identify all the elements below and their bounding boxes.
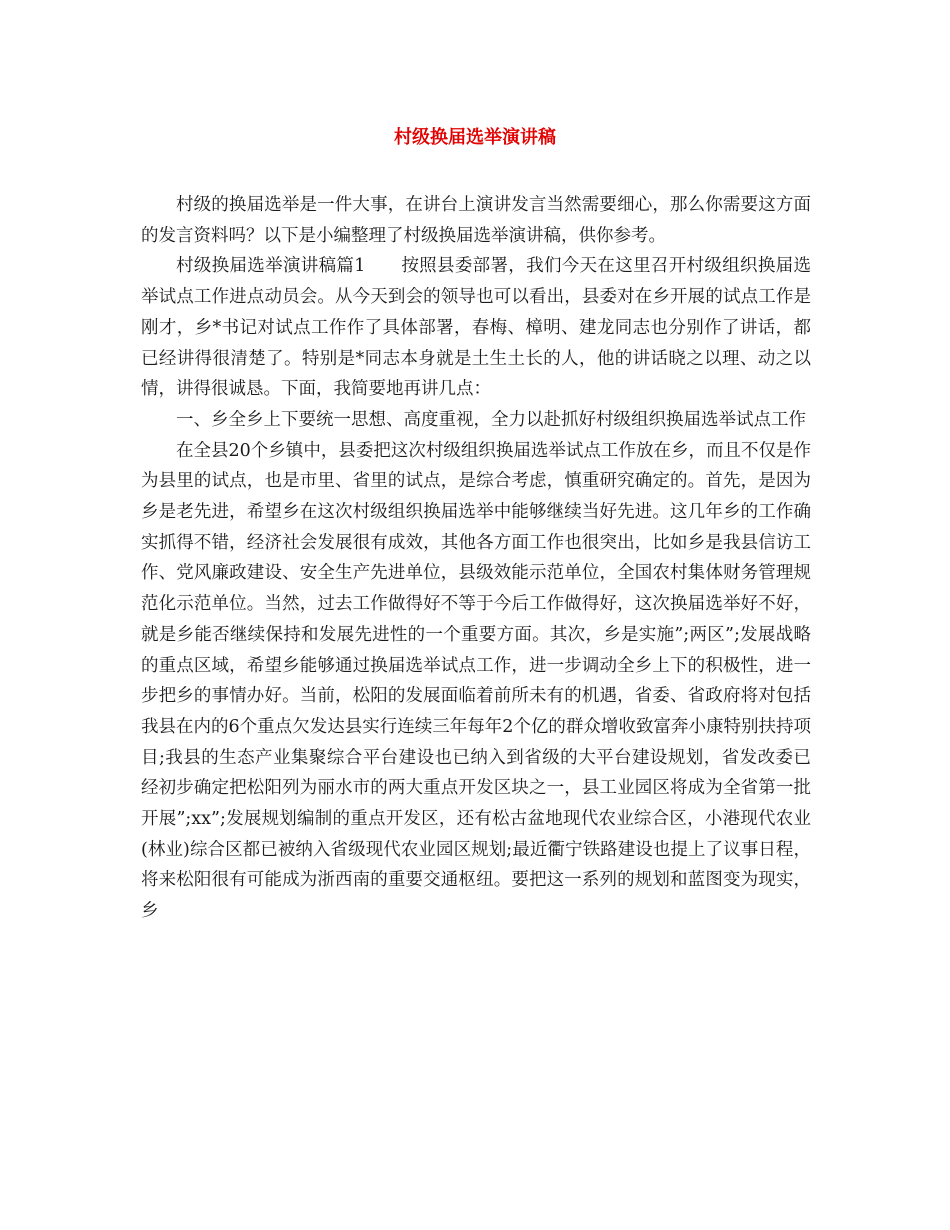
paragraph-speech-1: 村级换届选举演讲稿篇1 按照县委部署，我们今天在这里召开村级组织换届选举试点工作进点动员会。从今天到会的领导也可以看出，县委对在乡开展的试点工作是刚才，乡*书记对试点工作作了具体部署，春梅、樟明、建龙同志也分别作了讲话，都已经讲得很清楚了。特别是*同志本身就是土生土长的人，他的讲话晓之以理、动之以情，讲得很诚恳。下面，我简要地再讲几点： [141,256,811,400]
page-title: 村级换届选举演讲稿 [394,127,556,148]
document-body [141,190,811,927]
paragraph-body-1: 在全县20个乡镇中，县委把这次村级组织换届选举试点工作放在乡，而且不仅是作为县里的试点，也是市里、省里的试点，是综合考虑，慎重研究确定的。首先，是因为乡是老先进，希望乡在这次村级组织换届选举中能够继续当好先进。这几年乡的工作确实抓得不错，经济社会发展很有成效，其他各方面工作也很突出，比如乡是我县信访工作、党风廉政建设、安全生产先进单位，县级效能示范单位，全国农村集体财务管理规范化示范单位。当然，过去工作做得好不等于今后工作做得好，这次换届选举好不好，就是乡能否继续保持和发展先进性的一个重要方面。其次，乡是实施”;两区”;发展战略的重点区域，希望乡能够通过换届选举试点工作，进一步调动全乡上下的积极性，进一步把乡的事情办好。当前，松阳的发展面临着前所未有的机遇，省委、省政府将对包括我县在内的6个重点欠发达县实行连续三年每年2个亿的群众增收致富奔小康特别扶持项目;我县的生态产业集聚综合平台建设也已纳入到省级的大平台建设规划，省发改委已经初步确定把松阳列为丽水市的两大重点开发区块之一，县工业园区将成为全省第一批开展”;xx”;发展规划编制的重点开发区，还有松古盆地现代农业综合区，小港现代农业(林业)综合区都已被纳入省级现代农业园区规划;最近衢宁铁路建设也提上了议事日程，将来松阳很有可能成为浙西南的重要交通枢纽。要把这一系列的规划和蓝图变为现实，乡 [141,440,811,922]
paragraph-intro: 村级的换届选举是一件大事，在讲台上演讲发言当然需要细心，那么你需要这方面的发言资料吗？以下是小编整理了村级换届选举演讲稿，供你参考。 [141,195,811,246]
paragraph-heading-1: 一、乡全乡上下要统一思想、高度重视，全力以赴抓好村级组织换届选举试点工作 [176,409,806,430]
